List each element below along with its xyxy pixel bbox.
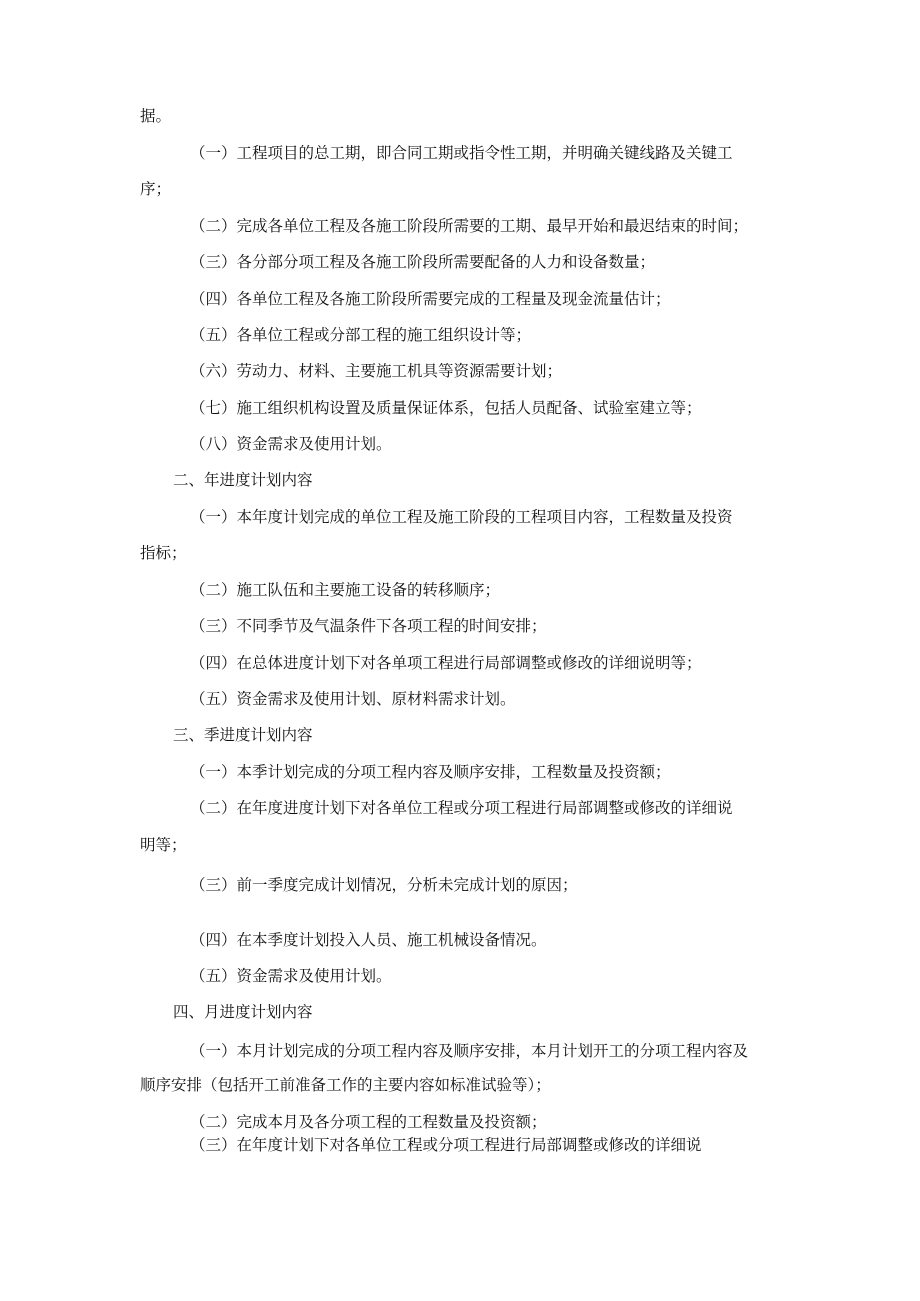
text-line: （四）在本季度计划投入人员、施工机械设备情况。 — [190, 931, 547, 949]
text-line: （四）各单位工程及各施工阶段所需要完成的工程量及现金流量估计； — [190, 290, 671, 308]
section-heading: 二、年进度计划内容 — [173, 471, 313, 489]
section-heading: 三、季进度计划内容 — [173, 726, 313, 744]
text-line: （八）资金需求及使用计划。 — [190, 435, 392, 453]
text-line: 序； — [140, 180, 172, 198]
text-line: （七）施工组织机构设置及质量保证体系，包括人员配备、试验室建立等； — [190, 399, 702, 417]
text-line: （三）各分部分项工程及各施工阶段所需要配备的人力和设备数量； — [190, 253, 656, 271]
text-line: （一）本季计划完成的分项工程内容及顺序安排，工程数量及投资额； — [190, 763, 671, 781]
text-line: （三）不同季节及气温条件下各项工程的时间安排； — [190, 617, 547, 635]
text-line: （一）本年度计划完成的单位工程及施工阶段的工程项目内容，工程数量及投资 — [190, 508, 733, 526]
text-line: （五）各单位工程或分部工程的施工组织设计等； — [190, 326, 532, 344]
text-line: （三）前一季度完成计划情况，分析未完成计划的原因； — [190, 876, 578, 894]
text-line: （一）工程项目的总工期，即合同工期或指令性工期，并明确关键线路及关键工 — [190, 144, 733, 162]
section-heading: 四、月进度计划内容 — [173, 1003, 313, 1021]
text-line: （六）劳动力、材料、主要施工机具等资源需要计划； — [190, 362, 563, 380]
text-line: 指标； — [140, 544, 187, 562]
text-line: （一）本月计划完成的分项工程内容及顺序安排，本月计划开工的分项工程内容及 — [190, 1042, 749, 1060]
text-line: （五）资金需求及使用计划、原材料需求计划。 — [190, 690, 516, 708]
text-line: （五）资金需求及使用计划。 — [190, 967, 392, 985]
text-line: 明等； — [140, 836, 187, 854]
text-line: 据。 — [140, 107, 172, 125]
text-line: （二）完成各单位工程及各施工阶段所需要的工期、最早开始和最迟结束的时间； — [190, 217, 749, 235]
text-line: （二）在年度进度计划下对各单位工程或分项工程进行局部调整或修改的详细说 — [190, 799, 733, 817]
text-line: （三）在年度计划下对各单位工程或分项工程进行局部调整或修改的详细说 — [190, 1136, 702, 1154]
text-line: （四）在总体进度计划下对各单项工程进行局部调整或修改的详细说明等； — [190, 654, 702, 672]
text-line: （二）施工队伍和主要施工设备的转移顺序； — [190, 581, 501, 599]
text-line: 顺序安排（包括开工前准备工作的主要内容如标准试验等）； — [140, 1076, 551, 1094]
text-line: （二）完成本月及各分项工程的工程数量及投资额； — [190, 1113, 547, 1131]
